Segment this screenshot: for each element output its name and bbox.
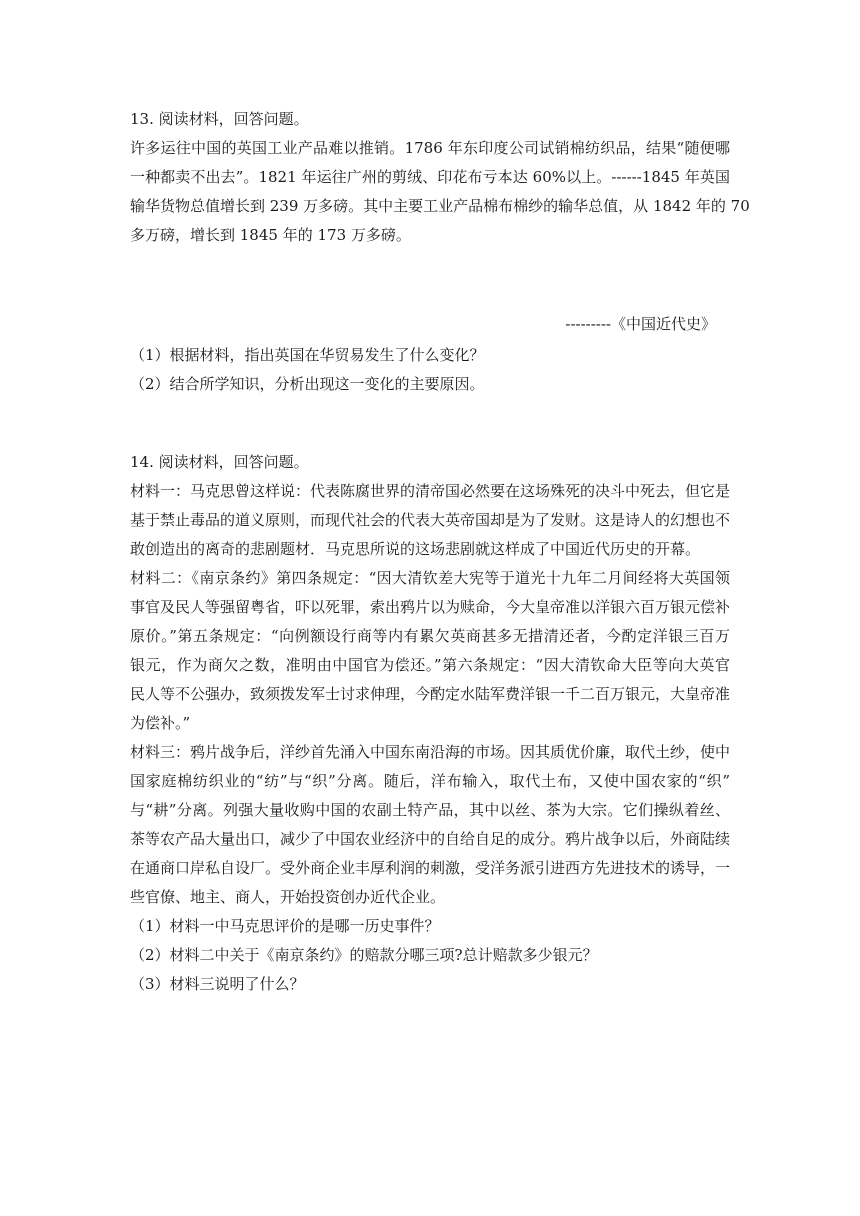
q14-material1-line: 基于禁止毒品的道义原则，而现代社会的代表大英帝国却是为了发财。这是诗人的幻想也不 bbox=[130, 511, 731, 529]
question-14 bbox=[130, 448, 730, 999]
q13-material-line: 输华货物总值增长到 239 万多磅。其中主要工业产品棉布棉纱的输华总值，从 1842 年的 70 bbox=[130, 197, 750, 215]
q14-material2-line: 为偿补。” bbox=[130, 714, 191, 732]
q14-question-3: （3）材料三说明了什么？ bbox=[130, 975, 305, 993]
q14-material1-line: 敢创造出的离奇的悲剧题材．马克思所说的这场悲剧就这样成了中国近代历史的开幕。 bbox=[130, 540, 701, 558]
q13-question-1: （1）根据材料，指出英国在华贸易发生了什么变化？ bbox=[130, 346, 485, 364]
q14-material2-line: 银元，作为商欠之数，准明由中国官为偿还。”第六条规定：“因大清钦命大臣等向大英官 bbox=[130, 656, 730, 674]
q14-material3-line: 些官僚、地主、商人，开始投资创办近代企业。 bbox=[130, 888, 446, 906]
q14-material3-line: 茶等农产品大量出口，减少了中国农业经济中的自给自足的成分。鸦片战争以后，外商陆续 bbox=[130, 830, 731, 848]
q14-material2-line: 材料二：《南京条约》第四条规定：“因大清钦差大宪等于道光十九年二月间经将大英国领 bbox=[130, 569, 730, 587]
question-13 bbox=[130, 105, 750, 250]
q14-question-2: （2）材料二中关于《南京条约》的赔款分哪三项?总计赔款多少银元？ bbox=[130, 946, 598, 964]
q13-source-citation: ---------《中国近代史》 bbox=[565, 315, 716, 333]
q13-material-line: 一种都卖不出去”。1821 年运往广州的剪绒、印花布亏本达 60%以上。------1845 年英国 bbox=[130, 168, 730, 186]
q14-material3-line: 材料三：鸦片战争后，洋纱首先涌入中国东南沿海的市场。因其质优价廉，取代土纱，使中 bbox=[130, 743, 731, 761]
q14-material2-line: 原价。”第五条规定：“向例额设行商等内有累欠英商甚多无措清还者，今酌定洋银三百万 bbox=[130, 627, 730, 645]
q13-material-line: 许多运往中国的英国工业产品难以推销。1786 年东印度公司试销棉纺织品，结果“随便哪 bbox=[130, 139, 730, 157]
question-13-title: 13. 阅读材料，回答问题。 bbox=[130, 110, 309, 128]
q13-question-2: （2）结合所学知识，分析出现这一变化的主要原因。 bbox=[130, 375, 485, 393]
question-14-title: 14. 阅读材料，回答问题。 bbox=[130, 453, 309, 471]
q14-material3-line: 在通商口岸私自设厂。受外商企业丰厚利润的刺激，受洋务派引进西方先进技术的诱导，一 bbox=[130, 859, 731, 877]
q13-questions bbox=[130, 341, 730, 399]
q13-material-line: 多万磅，增长到 1845 年的 173 万多磅。 bbox=[130, 226, 411, 244]
q14-material1-line: 材料一：马克思曾这样说：代表陈腐世界的清帝国必然要在这场殊死的决斗中死去，但它是 bbox=[130, 482, 731, 500]
q14-material3-line: 国家庭棉纺织业的“纺”与“织”分离。随后，洋布输入，取代土布，又使中国农家的“织” bbox=[130, 772, 730, 790]
q14-material2-line: 事官及民人等强留粤省，吓以死罪，索出鸦片以为赎命，今大皇帝准以洋银六百万银元偿补 bbox=[130, 598, 731, 616]
q14-material3-line: 与“耕”分离。列强大量收购中国的农副土特产品，其中以丝、茶为大宗。它们操纵着丝、 bbox=[130, 801, 730, 819]
q14-question-1: （1）材料一中马克思评价的是哪一历史事件？ bbox=[130, 917, 440, 935]
q14-material2-line: 民人等不公强办，致须拨发军士讨求伸理，今酌定水陆军费洋银一千二百万银元，大皇帝准 bbox=[130, 685, 731, 703]
